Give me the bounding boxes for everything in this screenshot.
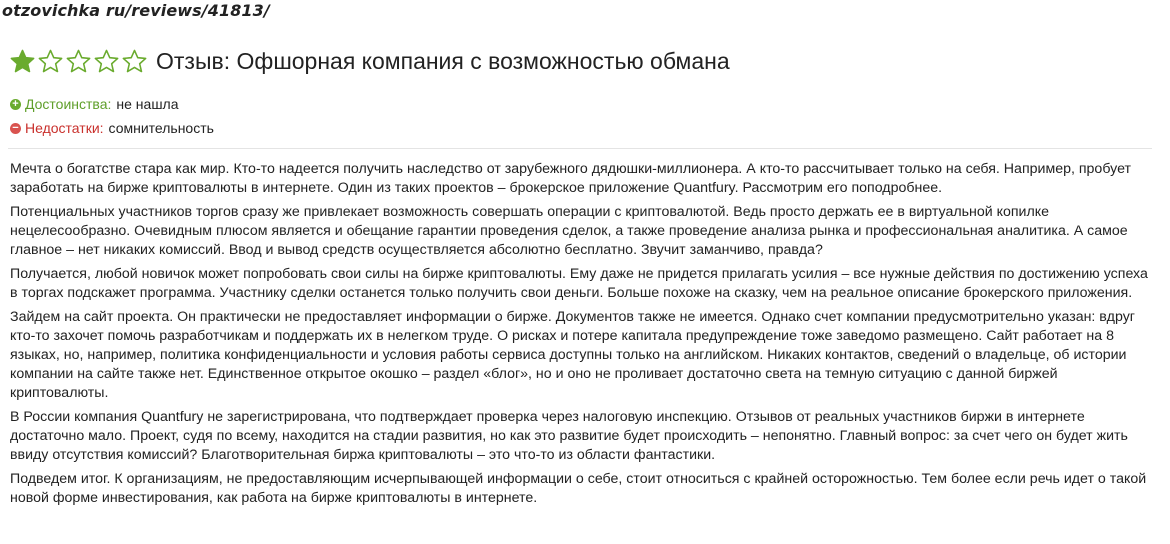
star-empty-icon <box>65 48 92 75</box>
star-empty-icon <box>93 48 120 75</box>
plus-circle-icon: + <box>10 99 21 110</box>
review-header <box>9 48 730 75</box>
review-title: Отзыв: Офшорная компания с возможностью обмана <box>156 48 730 74</box>
rating-stars <box>9 48 148 75</box>
minus-circle-icon: − <box>10 123 21 134</box>
cons-label: Недостатки: <box>25 120 104 136</box>
section-divider <box>8 148 1152 149</box>
cons-value: сомнительность <box>108 120 214 136</box>
star-empty-icon <box>37 48 64 75</box>
cons-row <box>10 120 214 136</box>
pros-row <box>10 96 179 112</box>
review-paragraph: Зайдем на сайт проекта. Он практически не предоставляет информации о бирже. Документов также не имеется. Однако счет компании предусмотрительно указан: вдруг кто-то захочет помочь разработчикам и поддержать их в нелегком труде. О рисках и потере капитала предупреждение тоже заведомо размещено. Сайт работает на 8 языках, но, например, политика конфиденциальности и условия работы сервиса доступны только на английском. Никаких контактов, сведений о владельце, об истории компании на сайте также нет. Единственное открытое окошко – раздел «блог», но и оно не проливает достаточно света на темную ситуацию с данной биржей криптовалюты. <box>10 309 1135 401</box>
review-paragraph: В России компания Quantfury не зарегистрирована, что подтверждает проверка через налоговую инспекцию. Отзывов от реальных участников биржи в интернете достаточно мало. Проект, судя по всему, находится на стадии развития, но как это развитие будет происходить – непонятно. Главный вопрос: за счет чего он будет жить ввиду отсутствия комиссий? Благотворительная биржа криптовалюты – это что-то из области фантастики. <box>10 409 1128 463</box>
pros-label: Достоинства: <box>25 96 112 112</box>
review-paragraph: Мечта о богатстве стара как мир. Кто-то надеется получить наследство от зарубежного дядюшки-миллионера. А кто-то рассчитывает только на себя. Например, пробует заработать на бирже криптовалюты в интернете. Один из таких проектов – брокерское приложение Quantfury. Рассмотрим его поподробнее. <box>10 161 1131 196</box>
review-paragraph: Подведем итог. К организациям, не предоставляющим исчерпывающей информации о себе, стоит относиться с крайней осторожностью. Тем более если речь идет о такой новой форме инвестирования, как работа на бирже криптовалюты в интернете. <box>10 471 1147 506</box>
star-empty-icon <box>121 48 148 75</box>
page-url: otzovichka ru/reviews/41813/ <box>2 1 270 20</box>
pros-value: не нашла <box>116 96 179 112</box>
review-body <box>10 160 1150 513</box>
review-paragraph: Получается, любой новичок может попробовать свои силы на бирже криптовалюты. Ему даже не придется прилагать усилия – все нужные действия по достижению успеха в торгах подскажет программа. Участнику сделки останется только получить свои деньги. Больше похоже на сказку, чем на реальное описание брокерского приложения. <box>10 266 1148 301</box>
review-paragraph: Потенциальных участников торгов сразу же привлекает возможность совершать операции с криптовалютой. Ведь просто держать ее в виртуальной копилке нецелесообразно. Очевидным плюсом является и обещание гарантии проведения сделок, а также проведение анализа рынка и профессиональная аналитика. А самое главное – нет никаких комиссий. Ввод и вывод средств осуществляется абсолютно бесплатно. Звучит заманчиво, правда? <box>10 204 1128 258</box>
star-filled-icon <box>9 48 36 75</box>
